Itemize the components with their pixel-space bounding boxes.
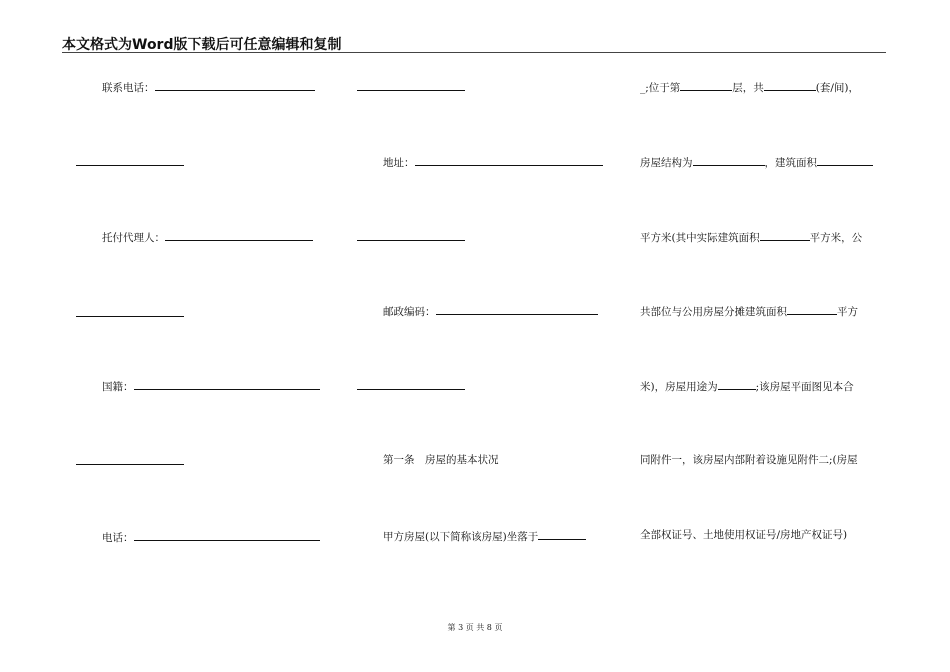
usage-blank [718,378,756,390]
body-text: 米)，房屋用途为 [640,381,718,393]
actual-area-blank [760,229,810,241]
document-header-title: 本文格式为Word版下载后可任意编辑和复制 [62,37,342,53]
body-text: (套/间)， [815,82,860,94]
nationality-field [102,378,320,394]
body-text: 平方 [837,306,858,318]
nationality-label: 国籍： [102,381,134,393]
page-number: 第 3 页 共 8 页 [447,623,503,632]
phone-field [102,79,315,95]
body-line-5 [640,378,854,394]
located-field [383,528,586,544]
body-text: ，建筑面积 [764,157,817,169]
body-text: 房屋结构为 [640,157,693,169]
body-text: ;该房屋平面图见本合 [755,381,854,393]
agent-blank [165,229,313,241]
body-line-3 [640,229,862,245]
shared-area-blank [787,303,837,315]
tel-blank [134,529,320,541]
body-text: 平方米(其中实际建筑面积 [640,232,760,244]
agent-label: 托付代理人： [102,232,165,244]
address-field [383,154,603,170]
postcode-blank [436,303,598,315]
body-line-4 [640,303,858,319]
located-text: 甲方房屋(以下简称该房屋)坐落于 [383,531,539,543]
address-label: 地址： [383,157,415,169]
area-blank [817,154,873,166]
agent-field [102,229,313,245]
structure-blank [693,154,765,166]
body-line-6: 同附件一，该房屋内部附着设施见附件二;(房屋 [640,454,858,466]
postcode-label: 邮政编码： [383,306,436,318]
body-line-2 [640,154,873,170]
blank-line [76,165,184,166]
located-blank [538,528,586,540]
postcode-field [383,303,598,319]
blank-line [357,90,465,91]
body-text: 层，共 [732,82,764,94]
body-line-1 [640,79,859,95]
body-text: _;位于第 [640,82,681,94]
article1-title: 第一条 房屋的基本状况 [383,454,499,466]
blank-line [76,316,184,317]
body-text: 平方米，公 [809,232,863,244]
blank-line [357,240,465,241]
blank-line [357,389,465,390]
body-text: 共部位与公用房屋分摊建筑面积 [640,306,787,318]
tel-label: 电话： [102,532,134,544]
nationality-blank [134,378,320,390]
tel-field [102,529,320,545]
address-blank [415,154,603,166]
total-floors-blank [764,79,816,91]
header-divider [62,52,886,53]
blank-line [76,464,184,465]
floor-blank [680,79,732,91]
phone-label: 联系电话： [102,82,155,94]
phone-blank [155,79,315,91]
body-line-7: 全部权证号、土地使用权证号/房地产权证号) [640,529,848,541]
